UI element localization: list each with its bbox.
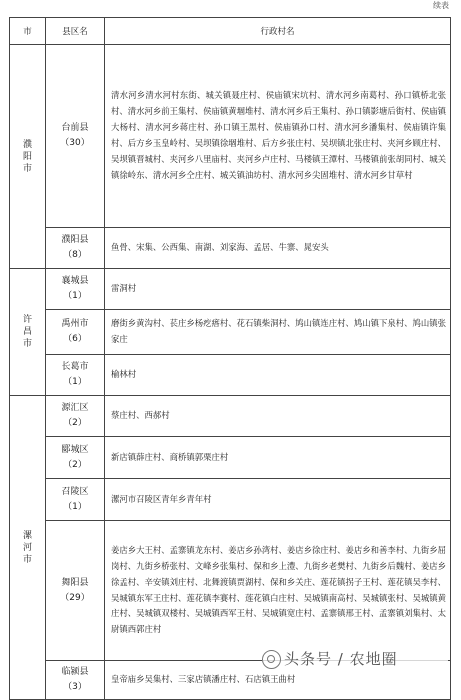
header-row	[10, 18, 451, 45]
table-row	[10, 521, 451, 661]
county-cell	[46, 396, 105, 437]
county-name: 禹州市	[61, 319, 89, 329]
county-cell	[46, 310, 105, 355]
county-count: （3）	[63, 682, 87, 692]
table-row	[10, 355, 451, 396]
villages-cell: 漯河市召陵区青年乡青年村	[105, 479, 451, 521]
county-count: （6）	[63, 334, 87, 344]
villages-cell: 磨街乡黄沟村、苌庄乡杨疙瘩村、花石镇柴洞村、鸠山镇连庄村、鸠山镇下泉村、鸠山镇张家庄	[105, 310, 451, 355]
county-cell	[46, 45, 105, 228]
table-row	[10, 396, 451, 437]
county-name: 濮阳县	[61, 235, 89, 245]
county-cell	[46, 661, 105, 700]
villages-cell: 新店镇薛庄村、商桥镇郭栗庄村	[105, 437, 451, 479]
county-count: （30）	[60, 138, 90, 148]
table-row	[10, 437, 451, 479]
villages-cell: 蔡庄村、西郝村	[105, 396, 451, 437]
city-name: 濮阳市	[22, 139, 32, 174]
county-name: 台前县	[61, 123, 89, 133]
header-villages: 行政村名	[105, 18, 451, 45]
county-count: （2）	[63, 459, 87, 470]
county-name: 舞阳县	[61, 577, 89, 588]
county-name: 长葛市	[61, 362, 89, 372]
villages-cell: 清水河乡清水河村东街、城关镇聂庄村、侯庙镇宋坑村、清水河乡南葛村、孙口镇桥北张村、清水河乡前王集村、侯庙镇黄堌堆村、清水河乡后王集村、孙口镇影塘后街村、侯庙镇大杨村、清水河乡蒋庄村、孙口镇王黑村、侯庙镇孙口村、清水河乡潘集村、侯庙镇许集村、后方乡玉皇岭村、吴坝镇徐堌堆村、后方乡张庄村、吴坝镇北张庄村、夹河乡顾庄村、吴坝镇晋城村、夹河乡八里庙村、夹河乡卢庄村、马楼镇王潭村、马楼镇前张胡同村、城关镇徐岭东、清水河乡仝庄村、城关镇油坊村、清水河乡尖固堆村、清水河乡甘草村	[105, 45, 451, 228]
county-cell	[46, 228, 105, 269]
county-cell	[46, 355, 105, 396]
villages-cell: 皇帝庙乡吴集村、三家店镇潘庄村、石店镇王曲村	[105, 661, 451, 700]
county-count: （1）	[63, 501, 87, 512]
county-cell	[46, 521, 105, 661]
county-count: （1）	[63, 291, 87, 301]
county-name: 郾城区	[61, 444, 89, 455]
city-name: 漯河市	[22, 530, 32, 565]
county-count: （8）	[63, 250, 87, 260]
villages-cell: 鱼骨、宋集、公西集、南湖、刘家海、孟居、牛寨、晁安头	[105, 228, 451, 269]
village-table	[9, 17, 451, 700]
villages-cell: 雷洞村	[105, 269, 451, 310]
watermark-text: 头条号 / 农地圈	[284, 650, 398, 668]
county-cell	[46, 437, 105, 479]
county-name: 召陵区	[61, 486, 89, 497]
logo-circle-icon	[262, 650, 281, 669]
header-city: 市	[10, 18, 46, 45]
county-name: 源汇区	[61, 403, 89, 413]
county-name: 临颍县	[61, 667, 89, 677]
city-cell	[10, 269, 46, 396]
watermark	[262, 647, 448, 671]
villages-cell: 姜店乡大王村、孟寨镇龙东村、姜店乡孙湾村、姜店乡徐庄村、姜店乡和善李村、九街乡屈岗村、九街乡桥张村、文峰乡张集村、保和乡上澧、九街乡老樊村、九街乡后魏村、姜店乡徐孟村、辛安镇刘庄村、北舞渡镇贾湖村、保和乡关庄、莲花镇拐子王村、莲花镇吴李村、吴城镇东军王庄村、莲花镇李赛村、莲花镇白庄村、吴城镇南高村、吴城镇张村、吴城镇黄庄村、吴城镇双楼村、吴城镇西军王村、吴城镇宽庄村、孟寨镇邢王村、孟寨镇刘集村、太尉镇西郭庄村	[105, 521, 451, 661]
city-cell	[10, 45, 46, 269]
city-name: 许昌市	[22, 315, 32, 349]
county-count: （2）	[63, 418, 87, 428]
county-cell	[46, 269, 105, 310]
county-name: 襄城县	[61, 276, 89, 286]
villages-cell: 榆林村	[105, 355, 451, 396]
table-row	[10, 45, 451, 228]
table-row	[10, 269, 451, 310]
county-cell	[46, 479, 105, 521]
table-row	[10, 479, 451, 521]
table-row	[10, 310, 451, 355]
county-count: （1）	[63, 377, 87, 387]
county-count: （29）	[60, 592, 90, 603]
table-row	[10, 228, 451, 269]
header-county: 县区名	[46, 18, 105, 45]
continued-label: 续表	[433, 1, 449, 10]
city-cell	[10, 396, 46, 700]
